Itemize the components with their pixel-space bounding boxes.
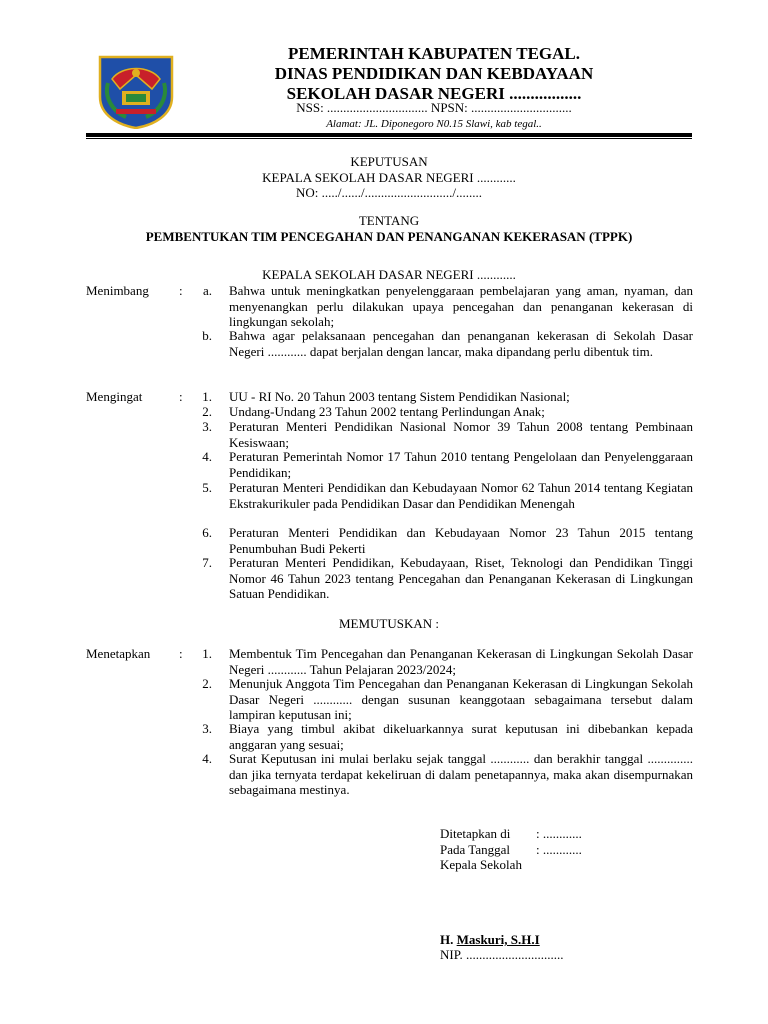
menimbang-colon: : [179,283,183,298]
menetapkan-item-text: Membentuk Tim Pencegahan dan Penanganan Kekerasan di Lingkungan Sekolah Dasar Negeri ............ Tahun Pelajaran 2023/2024; [229,646,693,677]
mengingat-item-text: Peraturan Menteri Pendidikan dan Kebudayaan Nomor 23 Tahun 2015 tentang Penumbuhan Budi Pekerti [229,525,693,556]
mengingat-item-text: Peraturan Menteri Pendidikan, Kebudayaan, Riset, Teknologi dan Pendidikan Tinggi Nomor 46 Tahun 2023 tentang Pencegahan dan Penanganan Kekerasan di Lingkungan Satuan Pendidikan. [229,555,693,601]
letterhead-nss-npsn: NSS: ............................... NPSN: ............................... [296,100,572,115]
signature-place-label: Ditetapkan di [440,826,511,841]
decree-about: TENTANG [358,213,420,228]
letterhead-agency: DINAS PENDIDIKAN DAN KEBDAYAAN [274,64,594,83]
mengingat-item-number: 6. [202,525,212,540]
mengingat-label: Mengingat [86,389,143,404]
menetapkan-item-text: Menunjuk Anggota Tim Pencegahan dan Penanganan Kekerasan di Lingkungan Sekolah Dasar Negeri ............ dengan susunan keanggotaan sebagaimana tersebut dalam lampiran keputusan ini; [229,676,693,722]
mengingat-item-text: Undang-Undang 23 Tahun 2002 tentang Perlindungan Anak; [229,404,545,419]
signature-date [440,842,582,858]
mengingat-item-text: Peraturan Pemerintah Nomor 17 Tahun 2010 tentang Pengelolaan dan Penyelenggaraan Pendidikan; [229,449,693,480]
menimbang-item-text: Bahwa agar pelaksanaan pencegahan dan penanganan kekerasan di Sekolah Dasar Negeri ............ dapat berjalan dengan lancar, maka dipandang perlu dibentuk tim. [229,328,693,359]
signatory [440,932,540,948]
menimbang-label: Menimbang [86,283,149,298]
menimbang-item-number: b. [202,328,212,343]
menimbang-item-number: a. [202,283,212,298]
mengingat-item-text: Peraturan Menteri Pendidikan Nasional Nomor 39 Tahun 2008 tentang Pembinaan Kesiswaan; [229,419,693,450]
menetapkan-item-number: 2. [202,676,212,691]
letterhead-school: SEKOLAH DASAR NEGERI ................. [286,84,582,103]
mengingat-item-number: 2. [202,404,212,419]
signature-date-label: Pada Tanggal [440,842,510,857]
menetapkan-colon: : [179,646,183,661]
decree-title: KEPUTUSAN [350,154,428,169]
mengingat-item-number: 7. [202,555,212,570]
signature-place-value: : ............ [536,826,582,841]
signatory-prefix: H. [440,932,457,947]
memutuskan-heading: MEMUTUSKAN : [338,616,440,631]
letterhead-government: PEMERINTAH KABUPATEN TEGAL. [287,44,581,63]
decree-number: NO: ...../....../.........................../........ [296,185,482,200]
signature-date-value: : ............ [536,842,582,857]
menetapkan-item-number: 4. [202,751,212,766]
mengingat-item-number: 1. [202,389,212,404]
signatory-name: Maskuri, S.H.I [456,932,540,947]
signature-position: Kepala Sekolah [440,857,522,872]
mengingat-item-text: Peraturan Menteri Pendidikan dan Kebudayaan Nomor 62 Tahun 2014 tentang Kegiatan Ekstrakurikuler pada Pendidikan Dasar dan Pendidikan Menengah [229,480,693,511]
letterhead-divider-thin [86,138,692,139]
signatory-nip: NIP. .............................. [440,947,564,962]
letterhead-address: Alamat: JL. Diponegoro N0.15 Slawi, kab tegal.. [326,118,542,130]
regency-emblem-icon [94,53,178,129]
mengingat-item-text: UU - RI No. 20 Tahun 2003 tentang Sistem Pendidikan Nasional; [229,389,570,404]
menetapkan-item-number: 3. [202,721,212,736]
menetapkan-item-number: 1. [202,646,212,661]
menetapkan-item-text: Biaya yang timbul akibat dikeluarkannya surat keputusan ini dibebankan kepada anggaran yang sesuai; [229,721,693,752]
signature-place [440,826,582,842]
mengingat-colon: : [179,389,183,404]
mengingat-item-number: 5. [202,480,212,495]
menetapkan-item-text: Surat Keputusan ini mulai berlaku sejak tanggal ............ dan berakhir tanggal .............. dan jika ternyata terdapat kekeliruan di dalam penetapannya, maka akan disempurnakan sebagaimana mestinya. [229,751,693,797]
menimbang-item-text: Bahwa untuk meningkatkan penyelenggaraan pembelajaran yang aman, nyaman, dan menyenangkan perlu dilakukan upaya pencegahan dan penanganan kekerasan di lingkungan sekolah; [229,283,693,329]
decree-subject: PEMBENTUKAN TIM PENCEGAHAN DAN PENANGANAN KEKERASAN (TPPK) [145,229,633,244]
decree-authority: KEPALA SEKOLAH DASAR NEGERI ............ [262,267,516,282]
letterhead-divider-thick [86,133,692,137]
mengingat-item-number: 3. [202,419,212,434]
mengingat-item-number: 4. [202,449,212,464]
decree-issuer: KEPALA SEKOLAH DASAR NEGERI ............ [262,170,516,185]
menetapkan-label: Menetapkan [86,646,151,661]
